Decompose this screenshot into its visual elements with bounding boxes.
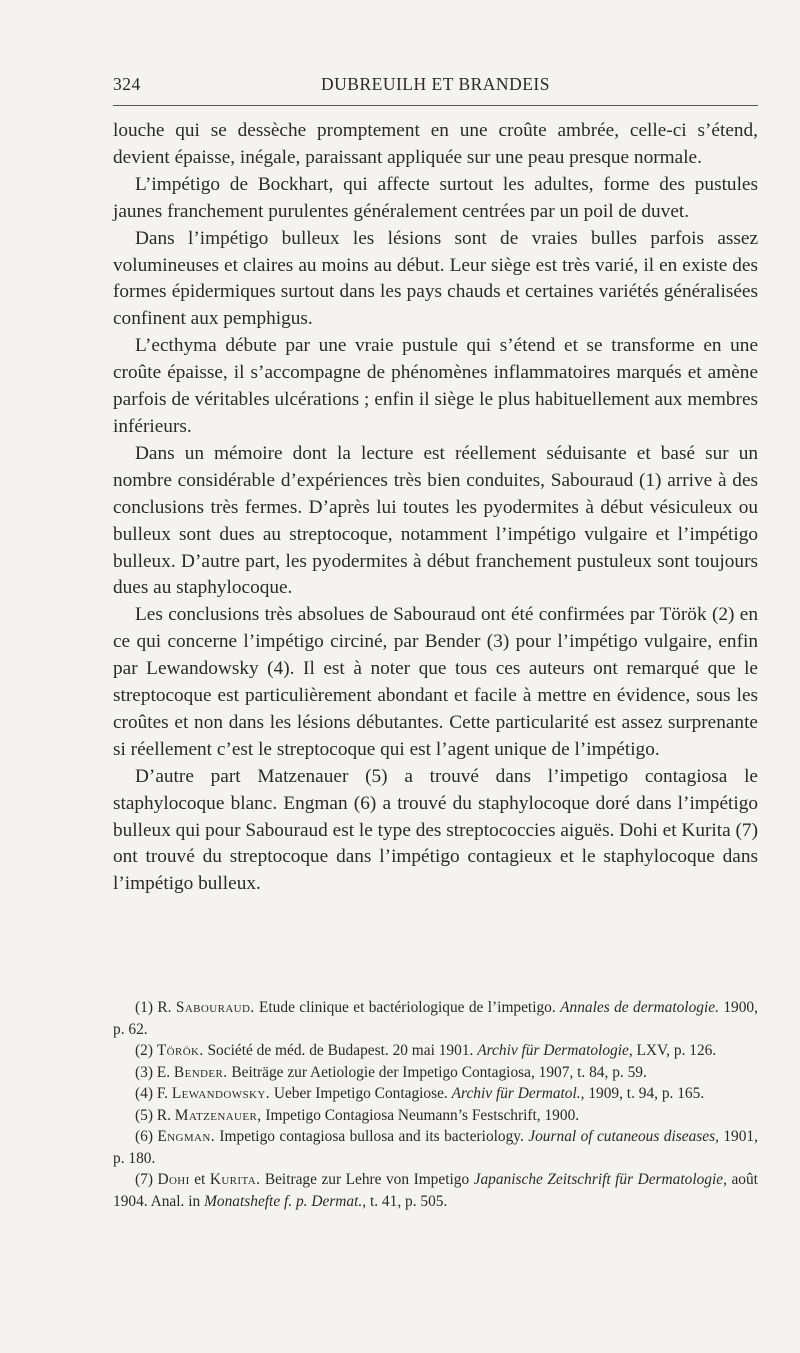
footnote	[113, 1126, 758, 1169]
footnote-ref: LXV, p. 126.	[636, 1042, 717, 1059]
footnote-initial: F.	[156, 1085, 168, 1102]
footnote-number: (6)	[135, 1128, 153, 1145]
footnote-author: Sabouraud.	[175, 999, 255, 1016]
footnote-number: (4)	[135, 1085, 153, 1102]
footnote-text: Etude clinique et bactériologique de l’impetigo.	[259, 999, 556, 1016]
footnote-text: Ueber Impetigo Contagiose.	[273, 1085, 448, 1102]
footnote	[113, 1105, 758, 1127]
footnote	[113, 1083, 758, 1105]
paragraph: D’autre part Matzenauer (5) a trouvé dans l’impetigo contagiosa le staphylocoque blanc. Engman (6) a trouvé du staphylocoque doré dans l’impétigo bulleux qui pour Sabouraud est le type des streptococcies aiguës. Dohi et Kurita (7) ont trouvé du streptocoque dans l’impétigo contagieux et le staphylocoque dans l’impétigo bulleux.	[113, 765, 758, 895]
footnote-journal: Japanische Zeitschrift für Dermatologie,	[473, 1171, 727, 1188]
paragraph: Dans un mémoire dont la lecture est réellement séduisante et basé sur un nombre considérable d’expériences très bien conduites, Sabouraud (1) arrive à des conclusions très fermes. D’après lui toutes les pyodermites à début vésiculeux ou bulleux sont dues au streptocoque, notamment l’impétigo vulgaire et l’impétigo bulleux. D’autre part, les pyodermites à début franchement pustuleux sont toujours dues au staphylocoque.	[113, 442, 758, 599]
footnote-text: Beitrage zur Lehre von Impetigo	[264, 1171, 470, 1188]
footnote-journal: Journal of cutaneous diseases,	[528, 1128, 719, 1145]
running-title: DUBREUILH ET BRANDEIS	[321, 74, 550, 94]
footnote-author: Török.	[156, 1042, 204, 1059]
footnote-number: (7)	[135, 1171, 153, 1188]
footnote-initial: E.	[156, 1063, 171, 1081]
footnote-text: Impetigo Contagiosa Neumann’s Festschrift, 1900.	[265, 1106, 580, 1124]
footnote-ref: août 1904. Anal. in	[113, 1171, 758, 1210]
footnote-ref: 1901, p. 180.	[113, 1128, 758, 1167]
footnote-number: (3)	[135, 1063, 153, 1081]
footnote-initial: R.	[157, 999, 172, 1016]
paragraph: Dans l’impétigo bulleux les lésions sont de vraies bulles parfois assez volumineuses et claires au moins au début. Leur siège est très varié, il en existe des formes épidermiques surtout dans les pays chauds et certaines variétés généralisées confinent aux pemphigus.	[113, 227, 758, 330]
footnote-journal: Annales de dermatologie.	[560, 999, 719, 1016]
body-text	[113, 118, 758, 898]
footnote-ref: 1900, p. 62.	[113, 999, 758, 1038]
footnote-ref: 1909, t. 94, p. 165.	[588, 1085, 705, 1102]
footnote-text: Beiträge zur Aetiologie der Impetigo Contagiosa, 1907, t. 84, p. 59.	[231, 1063, 647, 1081]
paragraph: L’ecthyma débute par une vraie pustule qui s’étend et se transforme en une croûte épaisse, il s’accompagne de phénomènes inflammatoires marqués et amène parfois de véritables ulcérations ; enfin il siège le plus habituellement aux membres inférieurs.	[113, 335, 758, 437]
footnote-initial: R.	[156, 1106, 171, 1124]
footnote-number: (1)	[135, 999, 153, 1016]
footnote-author: Kurita.	[209, 1171, 261, 1188]
footnote	[113, 997, 758, 1040]
footnote-number: (5)	[135, 1106, 153, 1124]
footnote-number: (2)	[135, 1042, 153, 1059]
footnote	[113, 1040, 758, 1062]
footnote-author: Engman.	[157, 1128, 215, 1145]
footnote-author: Bender.	[173, 1063, 228, 1081]
footnote-text: Impetigo contagiosa bullosa and its bacteriology.	[219, 1128, 524, 1145]
page-number: 324	[113, 74, 141, 94]
footnote-journal: Monatshefte f. p. Dermat.,	[204, 1192, 367, 1210]
footnote-text: et	[194, 1171, 206, 1188]
footnote	[113, 1062, 758, 1084]
running-head	[113, 70, 758, 100]
footnote-text: Société de méd. de Budapest. 20 mai 1901.	[207, 1042, 474, 1059]
paragraph: L’impétigo de Bockhart, qui affecte surtout les adultes, forme des pustules jaunes franchement purulentes généralement centrées par un poil de duvet.	[113, 173, 758, 222]
footnote-author: Matzenauer,	[174, 1106, 262, 1124]
footnote-ref: t. 41, p. 505.	[369, 1192, 448, 1210]
footnote-journal: Archiv für Dermatol.,	[451, 1085, 585, 1102]
header-rule	[113, 105, 758, 106]
footnote	[113, 1169, 758, 1212]
paragraph: louche qui se dessèche promptement en une croûte ambrée, celle-ci s’étend, devient épaisse, inégale, paraissant appliquée sur une peau presque normale.	[113, 120, 758, 168]
footnotes	[113, 997, 758, 1212]
footnote-author: Lewandowsky.	[171, 1085, 270, 1102]
footnote-author: Dohi	[157, 1171, 190, 1188]
footnote-journal: Archiv für Dermatologie,	[477, 1042, 633, 1059]
paragraph: Les conclusions très absolues de Sabouraud ont été confirmées par Török (2) en ce qui concerne l’impétigo circiné, par Bender (3) pour l’impétigo vulgaire, enfin par Lewandowsky (4). Il est à noter que tous ces auteurs ont remarqué que le streptocoque est particulièrement abondant et facile à mettre en évidence, sous les croûtes et non dans les lésions débutantes. Cette particularité est assez surprenante si réellement c’est le streptocoque qui est l’agent unique de l’impétigo.	[113, 604, 758, 760]
